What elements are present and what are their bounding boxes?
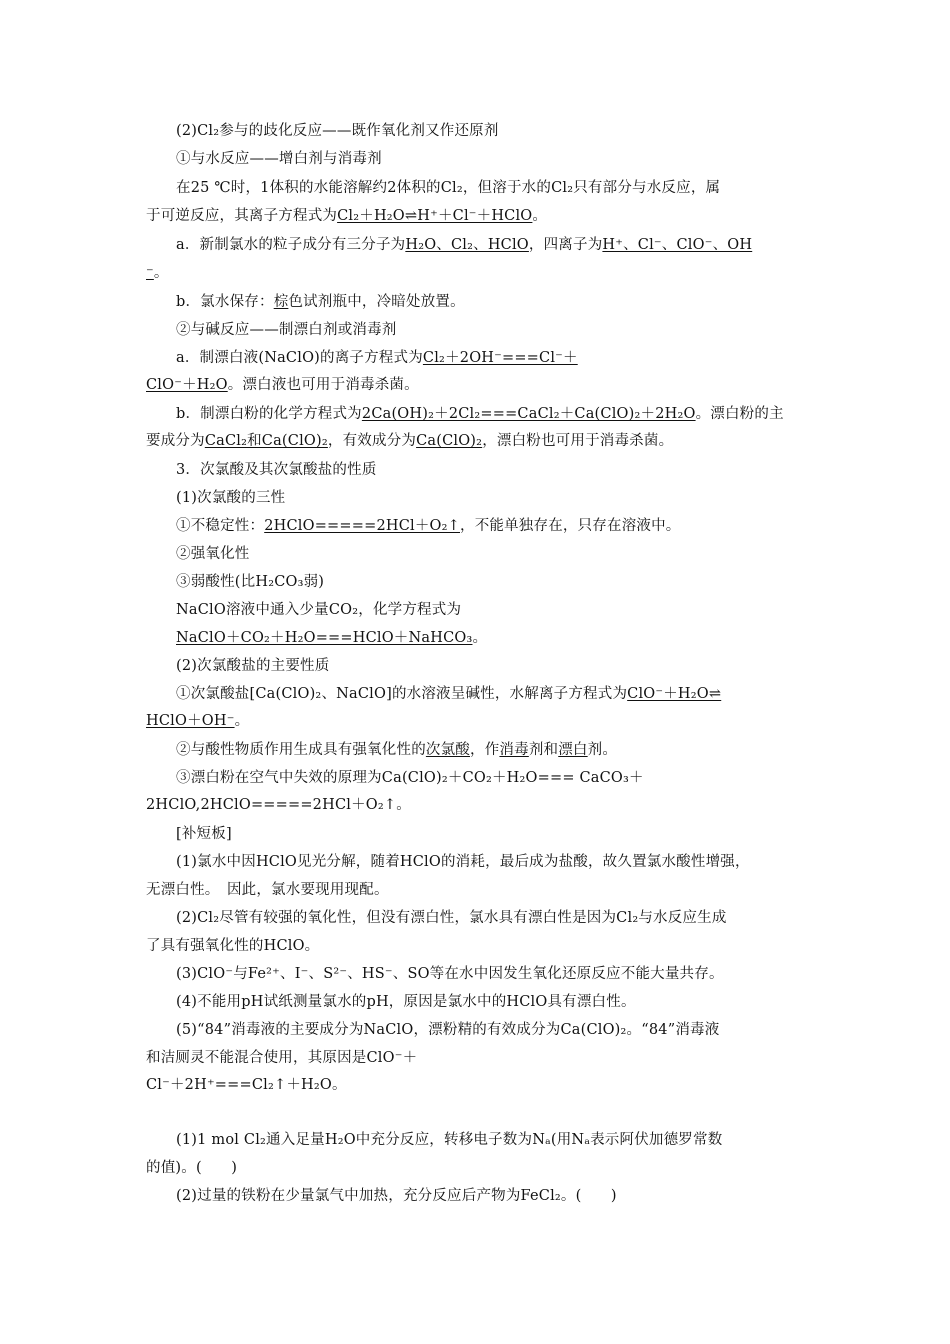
answer-underlined: NaClO＋CO₂＋H₂O===HClO＋NaHCO₃: [176, 630, 473, 646]
paragraph-line: [146, 1076, 347, 1094]
text: ②与酸性物质作用生成具有强氧化性的: [176, 742, 426, 758]
text: 。: [234, 713, 250, 729]
answer-underlined: 2Ca(OH)₂＋2Cl₂===CaCl₂＋Ca(ClO)₂＋2H₂O: [361, 406, 696, 422]
paragraph-line: [146, 881, 389, 899]
text: a．新制氯水的粒子成分有三分子为: [176, 237, 406, 253]
paragraph-line: [176, 405, 784, 423]
text: 2HClO,2HClO=====2HCl＋O₂↑。: [146, 797, 411, 813]
section-heading-disproportionation: [176, 122, 499, 140]
paragraph-line: [176, 685, 721, 703]
answer-underlined: Cl₂＋H₂O⇌H⁺＋Cl⁻＋HClO: [337, 208, 533, 224]
text: (3)ClO⁻与Fe²⁺、I⁻、S²⁻、HS⁻、SO等在水中因发生氧化还原反应不能大量共存。: [176, 966, 724, 982]
text: 无漂白性。 因此，氯水要现用现配。: [146, 882, 389, 898]
text: ，不能单独存在，只存在溶液中。: [460, 518, 681, 534]
subheading-hypochlorite: [176, 657, 329, 675]
text: ③弱酸性(比H₂CO₃弱): [176, 574, 325, 590]
text: (2)Cl₂参与的歧化反应——既作氧化剂又作还原剂: [176, 123, 499, 139]
answer-underlined: HClO＋OH⁻: [146, 713, 235, 729]
answer-underlined: 2HClO=====2HCl＋O₂↑: [264, 518, 460, 534]
text: (1)次氯酸的三性: [176, 490, 286, 506]
text: NaClO溶液中通入少量CO₂，化学方程式为: [176, 602, 462, 618]
answer-underlined: H₂O、Cl₂、HClO: [405, 237, 529, 253]
text: ①与水反应——增白剂与消毒剂: [176, 151, 382, 167]
text: b．制漂白粉的化学方程式为: [176, 406, 362, 422]
text: (2)过量的铁粉在少量氯气中加热，充分反应后产物为FeCl₂。( ): [176, 1188, 617, 1204]
text: 色试剂瓶中，冷暗处放置。: [288, 294, 465, 310]
text: ，有效成分为: [327, 433, 417, 449]
paragraph-line: [176, 601, 461, 619]
text: 剂和: [528, 742, 559, 758]
paragraph-line: [176, 349, 578, 367]
text: ，漂白粉也可用于消毒杀菌。: [482, 433, 674, 449]
text: (2)Cl₂尽管有较强的氧化性，但没有漂白性，氯水具有漂白性是因为Cl₂与水反应生成: [176, 910, 727, 926]
text: (2)次氯酸盐的主要性质: [176, 658, 330, 674]
section-heading-supplement: [176, 825, 232, 843]
text: (1)1 mol Cl₂通入足量H₂O中充分反应，转移电子数为Nₐ(用Nₐ表示阿伏加德罗常数: [176, 1132, 723, 1148]
text: 。: [532, 208, 548, 224]
text: 和洁厕灵不能混合使用，其原因是ClO⁻＋: [146, 1050, 418, 1066]
exercise-item-1: [176, 1131, 722, 1149]
answer-underlined: CaCl₂和Ca(ClO)₂: [204, 433, 328, 449]
text: ①次氯酸盐[Ca(ClO)₂、NaClO]的水溶液呈碱性，水解离子方程式为: [176, 686, 628, 702]
paragraph-line: [176, 909, 727, 927]
text: [补短板]: [176, 826, 232, 842]
paragraph-line: [176, 545, 250, 563]
text: 。漂白粉的主: [695, 406, 784, 422]
exercise-item-1-cont: [146, 1159, 237, 1177]
paragraph-line: [176, 965, 724, 983]
text: ①不稳定性：: [176, 518, 265, 534]
text: 。: [472, 630, 488, 646]
answer-underlined: 漂白: [558, 742, 588, 758]
subheading-water-reaction: [176, 150, 382, 168]
text: ③漂白粉在空气中失效的原理为Ca(ClO)₂＋CO₂＋H₂O=== CaCO₃＋: [176, 770, 644, 786]
text: ②与碱反应——制漂白剂或消毒剂: [176, 322, 397, 338]
text: b．氯水保存：: [176, 294, 274, 310]
paragraph-line: [176, 573, 324, 591]
text: 。漂白液也可用于消毒杀菌。: [227, 377, 419, 393]
answer-underlined: ⁻: [146, 265, 154, 281]
text: 。: [153, 265, 169, 281]
paragraph-line: [176, 741, 617, 759]
paragraph-line: [176, 1021, 719, 1039]
text: (4)不能用pH试纸测量氯水的pH，原因是氯水中的HClO具有漂白性。: [176, 994, 636, 1010]
text: ，作: [470, 742, 500, 758]
answer-underlined: ClO⁻＋H₂O: [146, 377, 228, 393]
paragraph-line: [176, 179, 720, 197]
text: 在25 ℃时，1体积的水能溶解约2体积的Cl₂，但溶于水的Cl₂只有部分与水反应，属: [176, 180, 721, 196]
paragraph-line: [176, 993, 636, 1011]
text: 的值)。( ): [146, 1160, 238, 1176]
text: a．制漂白液(NaClO)的离子方程式为: [176, 350, 423, 366]
subheading-three-properties: [176, 489, 285, 507]
text: 要成分为: [146, 433, 205, 449]
exercise-item-2: [176, 1187, 617, 1205]
answer-underlined: 次氯酸: [425, 742, 471, 758]
paragraph-line: [146, 376, 419, 394]
paragraph-line: [146, 432, 673, 450]
answer-underlined: 棕: [273, 294, 289, 310]
paragraph-line: [146, 796, 411, 814]
paragraph-line: [176, 853, 750, 871]
paragraph-line: [146, 264, 169, 282]
text: (5)“84”消毒液的主要成分为NaClO，漂粉精的有效成分为Ca(ClO)₂。“84”消毒液: [176, 1022, 720, 1038]
text: ②强氧化性: [176, 546, 250, 562]
subheading-base-reaction: [176, 321, 397, 339]
paragraph-line: [176, 769, 644, 787]
answer-underlined: ClO⁻＋H₂O⇌: [627, 686, 722, 702]
text: (1)氯水中因HClO见光分解，随着HClO的消耗，最后成为盐酸，故久置氯水酸性增强，: [176, 854, 750, 870]
text: 了具有强氧化性的HClO。: [146, 938, 320, 954]
section-heading-hypochlorous: [176, 461, 377, 479]
text: 3．次氯酸及其次氯酸盐的性质: [176, 462, 377, 478]
text: Cl⁻＋2H⁺===Cl₂↑＋H₂O。: [146, 1077, 347, 1093]
paragraph-line: [176, 629, 487, 647]
paragraph-line: [146, 712, 249, 730]
answer-underlined: Cl₂＋2OH⁻===Cl⁻＋: [422, 350, 578, 366]
paragraph-line: [176, 236, 752, 254]
paragraph-line: [146, 937, 319, 955]
paragraph-line: [176, 293, 465, 311]
paragraph-line: [146, 1049, 417, 1067]
text: ，四离子为: [528, 237, 603, 253]
text: 于可逆反应，其离子方程式为: [146, 208, 338, 224]
answer-underlined: 消毒: [499, 742, 529, 758]
paragraph-line: [146, 207, 547, 225]
answer-underlined: Ca(ClO)₂: [416, 433, 483, 449]
answer-underlined: H⁺、Cl⁻、ClO⁻、OH: [602, 237, 753, 253]
text: 剂。: [587, 742, 618, 758]
paragraph-line: [176, 517, 681, 535]
